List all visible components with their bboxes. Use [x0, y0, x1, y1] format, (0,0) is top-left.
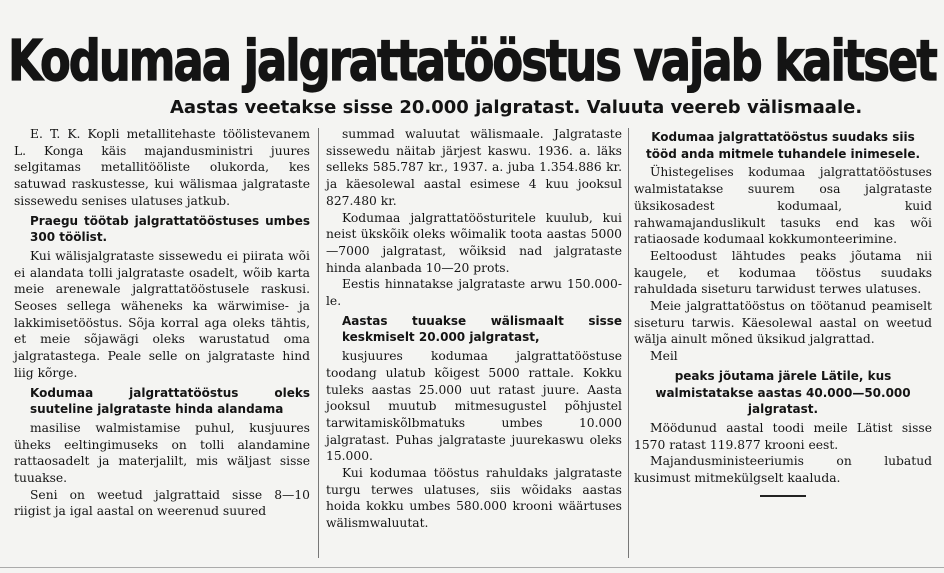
- bottom-border: [0, 567, 944, 568]
- end-rule: [760, 495, 806, 497]
- section-heading: Praegu töötab jalgrattatööstuses umbes 300 töölist.: [30, 213, 310, 245]
- paragraph: kusjuures kodumaa jalgrattatööstuse toodang ulatub kõigest 5000 rattale. Kokku tuleks aastas 25.000 uut ratast juure. Aasta jooksul muutub mitmesugustel põhjustel tarwitamiskõlbmatuks umbes 10.000 jalgratast. Puhas jalgrataste juurekaswu oleks 15.000.: [326, 349, 622, 464]
- column-3: [634, 126, 932, 497]
- paragraph: Seni on weetud jalgrattaid sisse 8—10 riigist ja igal aastal on weerenud suured: [14, 487, 310, 519]
- subheadline: Aastas veetakse sisse 20.000 jalgratast. Valuuta veereb välismaale.: [170, 97, 863, 118]
- paragraph: Meil: [650, 349, 678, 364]
- column-divider: [628, 128, 629, 558]
- column-2: [326, 126, 622, 532]
- paragraph: Kodumaa jalgrattatöösturitele kuulub, kui neist ükskõik oleks wõimalik toota aastas 5000—7000 jalgratast, wõiksid nad jalgrataste hinda alanbada 10—20 prots.: [326, 210, 622, 275]
- paragraph: Ühistegelises kodumaa jalgrattatööstuses walmistatakse suurem osa jalgrataste üksikosadest kodumaal, kuid rahwamajanduslikult tasuks end kas wõi ratiaosade kodumaal kokkumonteerimine.: [634, 165, 932, 247]
- paragraph: summad waluutat wälismaale. Jalgrataste sissewedu näitab järjest kaswu. 1936. a. läks selleks 585.787 kr., 1937. a. juba 1.354.886 kr. ja käesolewal aastal esimese 4 kuu jooksul 827.480 kr.: [326, 127, 622, 208]
- paragraph: Meie jalgrattatööstus on töötanud peamiselt siseturu tarwis. Käesolewal aastal on weetud wälja ainult mõned üksikud jalgrattad.: [634, 299, 932, 347]
- section-heading: Kodumaa jalgrattatööstus oleks suuteline jalgrataste hinda alandama: [30, 385, 310, 417]
- paragraph: Möödunud aastal toodi meile Lätist sisse 1570 ratast 119.877 krooni eest.: [634, 420, 932, 452]
- headline: Kodumaa jalgrattatööstus vajab kaitset: [8, 29, 936, 94]
- paragraph: Majandusministeeriumis on lubatud kusimust mitmekülgselt kaaluda.: [634, 454, 932, 486]
- paragraph: Kui kodumaa tööstus rahuldaks jalgrataste turgu terwes ulatuses, siis wõidaks aastas hoida kokku umbes 580.000 krooni wäärtuses wälismwaluutat.: [326, 466, 622, 531]
- column-divider: [318, 128, 319, 558]
- section-heading: Aastas tuuakse wälismaalt sisse keskmiselt 20.000 jalgratast,: [342, 313, 622, 345]
- paragraph: Eestis hinnatakse jalgrataste arwu 150.000-le.: [326, 277, 622, 309]
- paragraph: Eeltoodust lähtudes peaks jõutama nii kaugele, et kodumaa tööstus suudaks rahuldada siseturu tarwidust terwes ulatuses.: [634, 248, 932, 297]
- paragraph: E. T. K. Kopli metallitehaste töölistevanem L. Konga käis majandusministri juures selgitamas metallitööliste olukorda, kes satuwad raskustesse, kui wälismaa jalgrataste sissewedu senises ulatuses jatkub.: [14, 127, 310, 208]
- column-1: [14, 126, 310, 520]
- paragraph: Kui wälisjalgrataste sissewedu ei piirata wõi ei alandata tolli jalgrataste osadelt, wõib karta meie arenewale jalgrattatööstusele raskusi. Seoses sellega wäheneks ka wärwimise- ja lakkimisetööstus. Sõja korral aga oleks tähtis, et meie sõjawägi oleks warustatud oma jalgratastega. Peale selle on jalgrataste hind liig kõrge.: [14, 248, 310, 380]
- section-heading: peaks jõutama järele Lätile, kus walmistatakse aastas 40.000—50.000 jalgratast.: [655, 368, 911, 417]
- section-heading: Kodumaa jalgrattatööstus suudaks siis tööd anda mitmele tuhandele inimesele.: [645, 130, 921, 161]
- paragraph: masilise walmistamise puhul, kusjuures üheks eeltingimuseks on tolli alandamine rattaosadelt ja materjalilt, mis wäljast sisse tuuakse.: [14, 420, 310, 486]
